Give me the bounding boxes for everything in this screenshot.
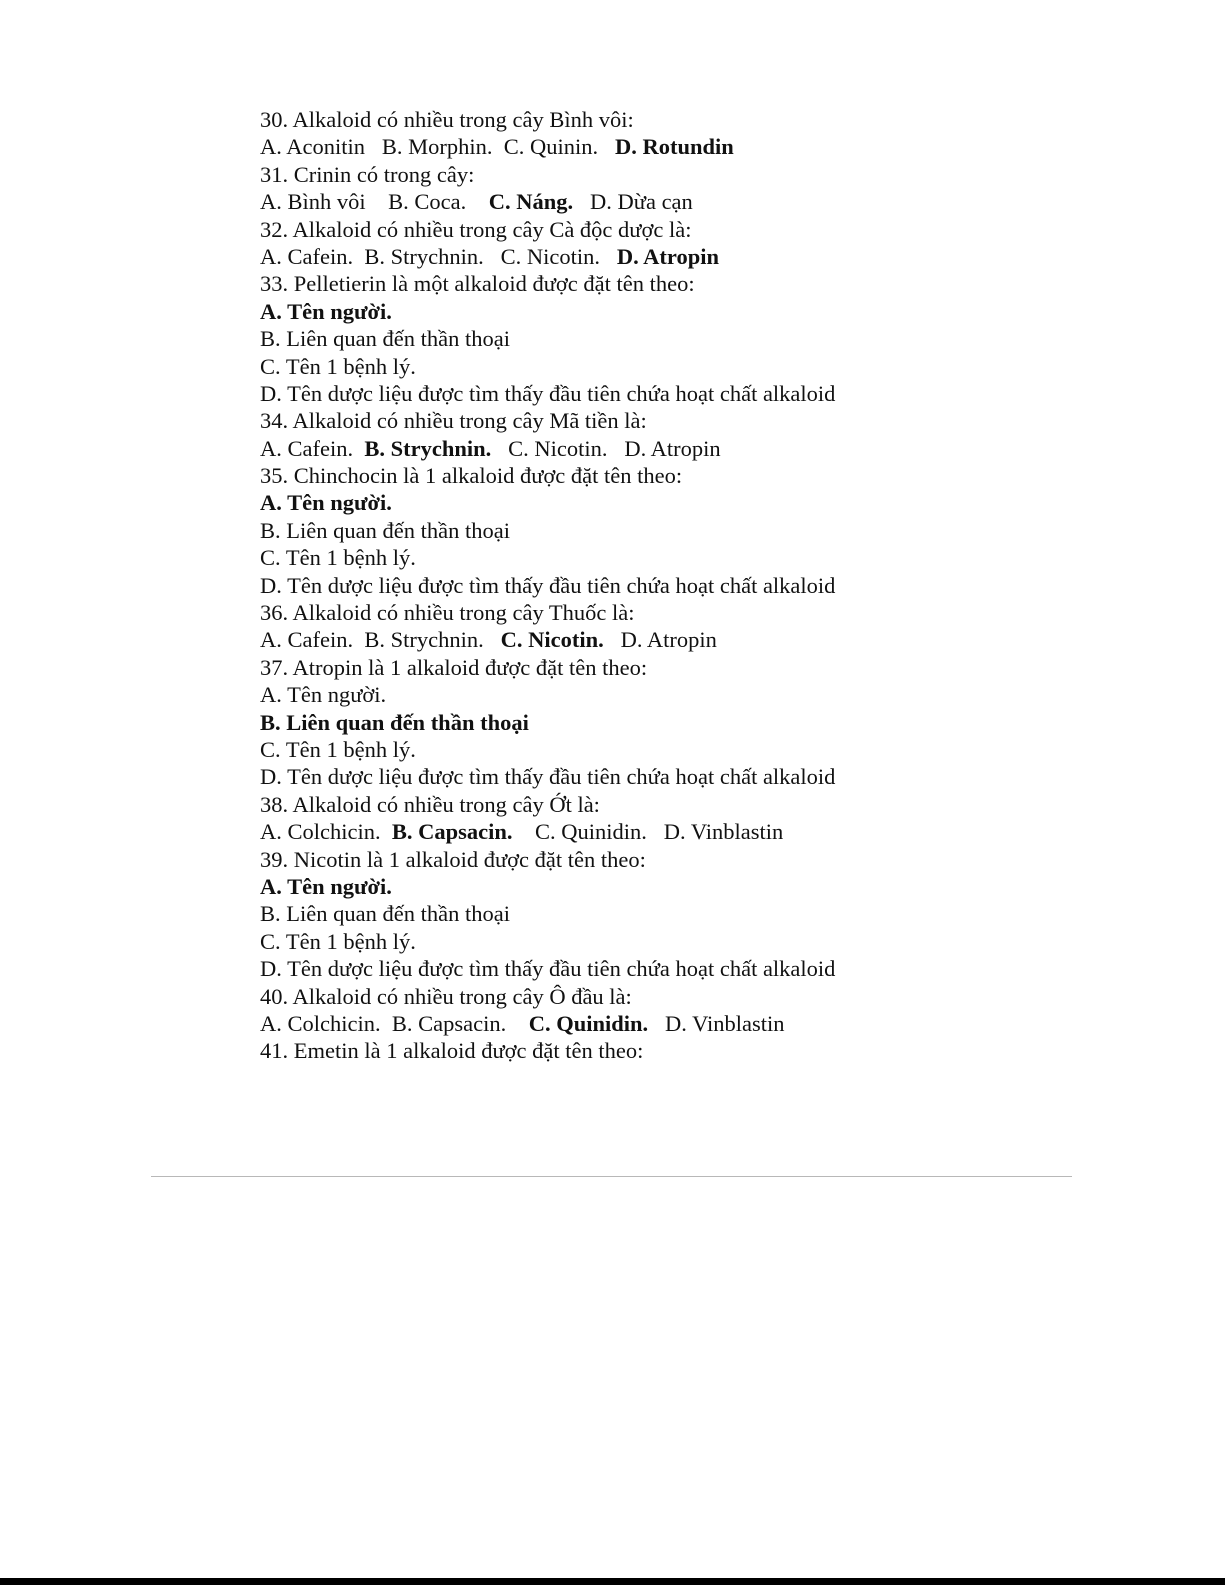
text-line bbox=[260, 983, 1160, 1010]
text-segment: C. Tên 1 bệnh lý. bbox=[260, 353, 416, 379]
text-line bbox=[260, 462, 1160, 489]
text-line bbox=[260, 681, 1160, 708]
answer-highlight: C. Quinidin. bbox=[528, 1010, 649, 1036]
text-line bbox=[260, 1010, 1160, 1037]
text-segment: A. Cafein. bbox=[260, 435, 365, 461]
text-line bbox=[260, 243, 1160, 270]
text-segment: C. Nicotin. D. Atropin bbox=[491, 435, 721, 461]
text-segment: 39. Nicotin là 1 alkaloid được đặt tên theo: bbox=[260, 846, 646, 872]
text-line bbox=[260, 900, 1160, 927]
text-line bbox=[260, 736, 1160, 763]
text-segment: A. Cafein. B. Strychnin. bbox=[260, 627, 501, 653]
text-line bbox=[260, 873, 1160, 900]
text-line bbox=[260, 298, 1160, 325]
text-line bbox=[260, 216, 1160, 243]
text-line bbox=[260, 407, 1160, 434]
text-segment: 34. Alkaloid có nhiều trong cây Mã tiền là: bbox=[260, 408, 647, 434]
text-line bbox=[260, 572, 1160, 599]
text-segment: B. Liên quan đến thần thoại bbox=[260, 326, 510, 352]
answer-highlight: C. Náng. bbox=[488, 189, 574, 215]
answer-highlight: D. Atropin bbox=[616, 243, 719, 269]
text-line bbox=[260, 709, 1160, 736]
text-line bbox=[260, 791, 1160, 818]
text-line bbox=[260, 517, 1160, 544]
text-line bbox=[260, 1037, 1160, 1064]
text-line bbox=[260, 133, 1160, 160]
text-line bbox=[260, 846, 1160, 873]
answer-highlight: D. Rotundin bbox=[615, 134, 734, 160]
text-line bbox=[260, 106, 1160, 133]
answer-highlight: B. Liên quan đến thần thoại bbox=[260, 709, 529, 735]
text-segment: B. Liên quan đến thần thoại bbox=[260, 901, 510, 927]
text-line bbox=[260, 325, 1160, 352]
text-segment: 41. Emetin là 1 alkaloid được đặt tên theo: bbox=[260, 1038, 644, 1064]
text-segment: C. Tên 1 bệnh lý. bbox=[260, 736, 416, 762]
text-line bbox=[260, 161, 1160, 188]
text-line bbox=[260, 380, 1160, 407]
text-segment: D. Atropin bbox=[603, 627, 717, 653]
page-divider bbox=[151, 1176, 1072, 1177]
text-segment: D. Dừa cạn bbox=[573, 189, 693, 215]
answer-highlight: A. Tên người. bbox=[260, 873, 392, 899]
text-line bbox=[260, 928, 1160, 955]
text-segment: 36. Alkaloid có nhiều trong cây Thuốc là: bbox=[260, 600, 635, 626]
text-segment: D. Tên dược liệu được tìm thấy đầu tiên chứa hoạt chất alkaloid bbox=[260, 572, 836, 598]
text-segment: A. Cafein. B. Strychnin. C. Nicotin. bbox=[260, 243, 617, 269]
text-segment: A. Bình vôi B. Coca. bbox=[260, 189, 489, 215]
text-segment: A. Aconitin B. Morphin. C. Quinin. bbox=[260, 134, 616, 160]
text-segment: 37. Atropin là 1 alkaloid được đặt tên theo: bbox=[260, 654, 648, 680]
text-line bbox=[260, 544, 1160, 571]
text-line bbox=[260, 353, 1160, 380]
text-segment: D. Tên dược liệu được tìm thấy đầu tiên chứa hoạt chất alkaloid bbox=[260, 956, 836, 982]
text-segment: A. Colchicin. B. Capsacin. bbox=[260, 1010, 529, 1036]
text-segment: 32. Alkaloid có nhiều trong cây Cà độc dược là: bbox=[260, 216, 692, 242]
answer-highlight: B. Strychnin. bbox=[364, 435, 492, 461]
text-segment: D. Vinblastin bbox=[648, 1010, 785, 1036]
text-segment: B. Liên quan đến thần thoại bbox=[260, 517, 510, 543]
text-segment: C. Tên 1 bệnh lý. bbox=[260, 928, 416, 954]
text-line bbox=[260, 654, 1160, 681]
answer-highlight: A. Tên người. bbox=[260, 298, 392, 324]
text-segment: C. Tên 1 bệnh lý. bbox=[260, 545, 416, 571]
text-segment: A. Tên người. bbox=[260, 682, 387, 708]
text-line bbox=[260, 270, 1160, 297]
text-segment: 30. Alkaloid có nhiều trong cây Bình vôi: bbox=[260, 107, 634, 132]
answer-highlight: A. Tên người. bbox=[260, 490, 392, 516]
text-line bbox=[260, 435, 1160, 462]
text-line bbox=[260, 763, 1160, 790]
text-line bbox=[260, 489, 1160, 516]
text-segment: D. Tên dược liệu được tìm thấy đầu tiên chứa hoạt chất alkaloid bbox=[260, 764, 836, 790]
answer-highlight: B. Capsacin. bbox=[391, 819, 513, 845]
text-line bbox=[260, 188, 1160, 215]
answer-highlight: C. Nicotin. bbox=[500, 627, 604, 653]
text-line bbox=[260, 818, 1160, 845]
text-line bbox=[260, 626, 1160, 653]
text-line bbox=[260, 955, 1160, 982]
text-segment: C. Quinidin. D. Vinblastin bbox=[512, 819, 784, 845]
text-segment: 31. Crinin có trong cây: bbox=[260, 161, 475, 187]
text-segment: 35. Chinchocin là 1 alkaloid được đặt tên theo: bbox=[260, 463, 683, 489]
text-segment: 40. Alkaloid có nhiều trong cây Ô đầu là: bbox=[260, 983, 632, 1009]
text-line bbox=[260, 599, 1160, 626]
text-segment: 38. Alkaloid có nhiều trong cây Ớt là: bbox=[260, 791, 600, 817]
text-segment: A. Colchicin. bbox=[260, 819, 392, 845]
text-segment: 33. Pelletierin là một alkaloid được đặt tên theo: bbox=[260, 271, 695, 297]
document-body bbox=[260, 106, 1160, 1065]
text-segment: D. Tên dược liệu được tìm thấy đầu tiên chứa hoạt chất alkaloid bbox=[260, 380, 836, 406]
page-bottom-edge bbox=[0, 1578, 1225, 1585]
